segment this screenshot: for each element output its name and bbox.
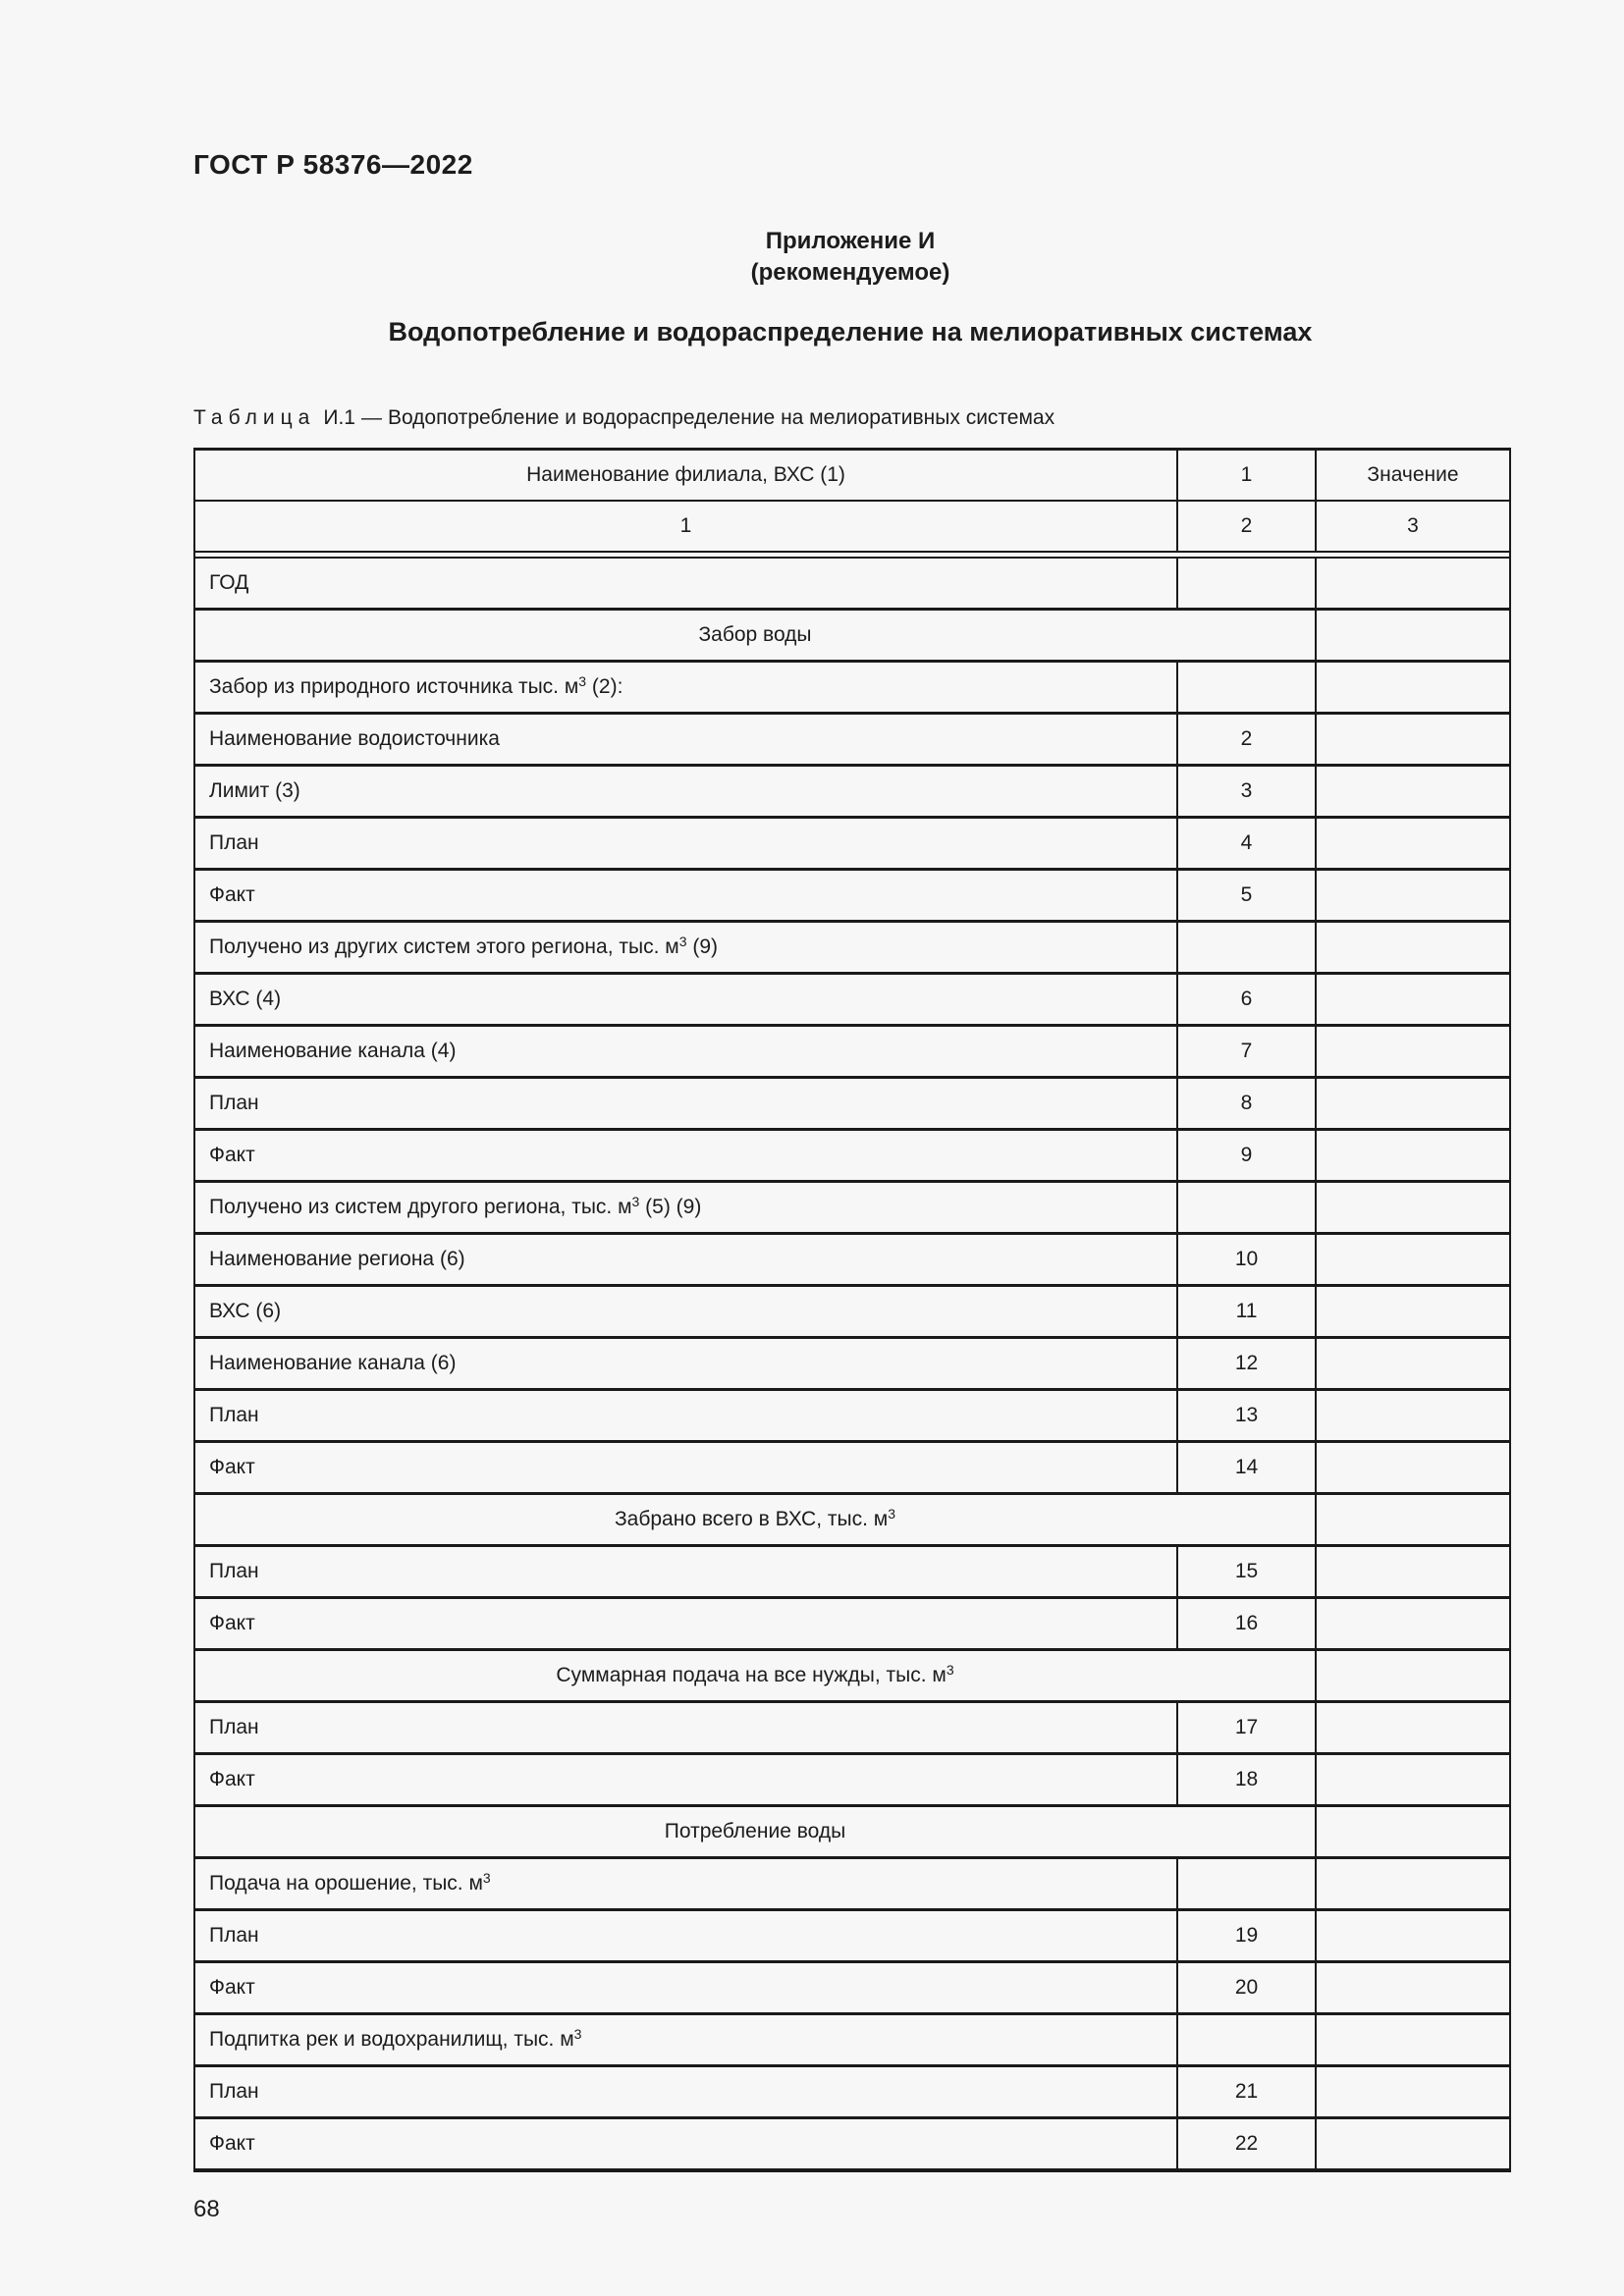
row-number-cell [1176, 2012, 1315, 2064]
row-number-cell [1176, 660, 1315, 712]
row-label-cell [195, 1440, 1176, 1492]
row-number-cell: 18 [1176, 1752, 1315, 1804]
row-label: Забор воды [698, 623, 812, 646]
row-label-cell [195, 972, 1176, 1024]
table-row [195, 1960, 1509, 2012]
row-number-cell: 3 [1176, 764, 1315, 816]
row-number-cell: 5 [1176, 868, 1315, 920]
table-row [195, 2116, 1509, 2168]
row-label-cell [195, 1804, 1315, 1856]
row-label-cell [195, 2116, 1176, 2168]
table-row [195, 1076, 1509, 1128]
section-row [195, 1648, 1509, 1700]
row-value-cell [1315, 1648, 1509, 1700]
row-value-cell [1315, 1076, 1509, 1128]
row-value-cell [1315, 1388, 1509, 1440]
row-label: Факт [209, 1144, 255, 1166]
row-label: Получено из других систем этого региона, тыс. м [209, 935, 679, 958]
row-number-cell: 22 [1176, 2116, 1315, 2168]
table-row [195, 660, 1509, 712]
row-value-cell [1315, 608, 1509, 660]
row-label: План [209, 831, 259, 854]
row-label-cell [195, 1544, 1176, 1596]
table-caption-number: И.1 [323, 406, 355, 429]
row-label: План [209, 1716, 259, 1738]
table-row [195, 816, 1509, 868]
row-label-superscript: 3 [888, 1506, 895, 1522]
row-number-cell: 11 [1176, 1284, 1315, 1336]
table-head [195, 451, 1509, 557]
table-row [195, 1908, 1509, 1960]
row-label-cell [195, 1648, 1315, 1700]
row-label: Забор из природного источника тыс. м [209, 675, 579, 698]
table-row [195, 1440, 1509, 1492]
row-label-tail: (9) [686, 935, 718, 958]
row-label-superscript: 3 [631, 1194, 640, 1209]
row-number-cell [1176, 1180, 1315, 1232]
table-colnum-row [195, 500, 1509, 551]
row-value-cell [1315, 972, 1509, 1024]
row-label-cell [195, 1700, 1176, 1752]
row-label: Наименование канала (4) [209, 1040, 457, 1062]
colnum-cell-2: 2 [1176, 500, 1315, 551]
row-value-cell [1315, 1596, 1509, 1648]
row-number-cell: 17 [1176, 1700, 1315, 1752]
row-number-cell: 9 [1176, 1128, 1315, 1180]
row-label-cell [195, 1076, 1176, 1128]
row-label: Наименование канала (6) [209, 1352, 457, 1374]
row-label-superscript: 3 [946, 1662, 954, 1678]
row-label-cell [195, 712, 1176, 764]
row-number-cell: 4 [1176, 816, 1315, 868]
row-number-cell: 12 [1176, 1336, 1315, 1388]
row-value-cell [1315, 557, 1509, 608]
row-label: Факт [209, 1976, 255, 1999]
row-value-cell [1315, 1024, 1509, 1076]
row-value-cell [1315, 1232, 1509, 1284]
table-row [195, 2012, 1509, 2064]
row-label-cell [195, 608, 1315, 660]
row-value-cell [1315, 1128, 1509, 1180]
row-label: Подача на орошение, тыс. м [209, 1872, 483, 1895]
row-value-cell [1315, 660, 1509, 712]
row-label-cell [195, 2012, 1176, 2064]
row-label-cell [195, 1180, 1176, 1232]
table-row [195, 1128, 1509, 1180]
table-row [195, 1596, 1509, 1648]
row-label: Лимит (3) [209, 779, 300, 802]
row-value-cell [1315, 2064, 1509, 2116]
row-label: Наименование региона (6) [209, 1248, 465, 1270]
row-number-cell: 21 [1176, 2064, 1315, 2116]
row-label-cell [195, 1960, 1176, 2012]
row-label-cell [195, 1492, 1315, 1544]
appendix-kind: (рекомендуемое) [750, 259, 950, 286]
row-label: Суммарная подача на все нужды, тыс. м [556, 1664, 947, 1686]
table-row [195, 712, 1509, 764]
section-row [195, 1804, 1509, 1856]
row-number-cell: 20 [1176, 1960, 1315, 2012]
table-row [195, 920, 1509, 972]
row-label: План [209, 1924, 259, 1947]
row-value-cell [1315, 1284, 1509, 1336]
row-label-cell [195, 1856, 1176, 1908]
row-label: Факт [209, 2132, 255, 2155]
row-label-superscript: 3 [482, 1870, 491, 1886]
row-label: Наименование водоисточника [209, 727, 500, 750]
table-row [195, 1544, 1509, 1596]
table-row [195, 1388, 1509, 1440]
row-label-tail: (5) (9) [639, 1196, 702, 1218]
row-label-cell [195, 660, 1176, 712]
row-number-cell [1176, 920, 1315, 972]
colnum-cell-1: 1 [195, 500, 1176, 551]
row-number-cell: 14 [1176, 1440, 1315, 1492]
row-label-cell [195, 1752, 1176, 1804]
row-value-cell [1315, 1492, 1509, 1544]
table-caption-label: Таблица [193, 406, 316, 429]
row-label-cell [195, 1908, 1176, 1960]
section-row [195, 1492, 1509, 1544]
table-header-row [195, 451, 1509, 500]
table-row [195, 972, 1509, 1024]
table-body [195, 557, 1509, 2168]
row-label: Факт [209, 1612, 255, 1634]
row-label-superscript: 3 [573, 2026, 582, 2042]
row-value-cell [1315, 2116, 1509, 2168]
row-label: ВХС (4) [209, 988, 282, 1010]
row-label-cell [195, 1596, 1176, 1648]
row-value-cell [1315, 1544, 1509, 1596]
table-row [195, 868, 1509, 920]
table-caption [193, 405, 1624, 430]
row-number-cell: 6 [1176, 972, 1315, 1024]
table-row [195, 1180, 1509, 1232]
row-value-cell [1315, 1440, 1509, 1492]
row-label: План [209, 1404, 259, 1426]
row-label-cell [195, 2064, 1176, 2116]
row-value-cell [1315, 868, 1509, 920]
row-label-cell [195, 1388, 1176, 1440]
row-label-cell [195, 816, 1176, 868]
row-number-cell [1176, 557, 1315, 608]
header-cell-name: Наименование филиала, ВХС (1) [526, 463, 845, 486]
row-label-cell [195, 868, 1176, 920]
row-number-cell: 15 [1176, 1544, 1315, 1596]
row-label-cell [195, 1284, 1176, 1336]
table-row [195, 1336, 1509, 1388]
table-row [195, 1856, 1509, 1908]
row-label: Факт [209, 1768, 255, 1790]
table-row [195, 764, 1509, 816]
row-value-cell [1315, 920, 1509, 972]
row-label-cell [195, 1024, 1176, 1076]
row-label: Потребление воды [664, 1820, 846, 1842]
colnum-cell-3: 3 [1315, 500, 1509, 551]
header-cell-value: Значение [1315, 451, 1509, 500]
row-value-cell [1315, 1180, 1509, 1232]
section-row [195, 608, 1509, 660]
doc-code: ГОСТ Р 58376—2022 [193, 149, 473, 180]
appendix-label: Приложение И [765, 228, 936, 254]
table-caption-text: Водопотребление и водораспределение на мелиоративных системах [387, 406, 1056, 429]
row-label-superscript: 3 [578, 673, 587, 689]
row-label: План [209, 1560, 259, 1582]
row-label: План [209, 1092, 259, 1114]
row-value-cell [1315, 1960, 1509, 2012]
row-number-cell: 8 [1176, 1076, 1315, 1128]
row-label: Забрано всего в ВХС, тыс. м [614, 1508, 889, 1530]
header-cell-col1: 1 [1176, 451, 1315, 500]
table-row [195, 1284, 1509, 1336]
row-label-cell [195, 764, 1176, 816]
row-value-cell [1315, 1908, 1509, 1960]
row-label: ГОД [209, 571, 249, 594]
row-label-superscript: 3 [678, 934, 687, 949]
row-number-cell: 13 [1176, 1388, 1315, 1440]
row-label-cell [195, 1232, 1176, 1284]
row-label: Подпитка рек и водохранилищ, тыс. м [209, 2028, 574, 2051]
row-value-cell [1315, 816, 1509, 868]
row-label-cell [195, 920, 1176, 972]
appendix-block [193, 226, 1507, 289]
table-row [195, 557, 1509, 608]
row-label-cell [195, 557, 1176, 608]
table-i1 [193, 448, 1511, 2172]
row-value-cell [1315, 764, 1509, 816]
row-label-cell [195, 1336, 1176, 1388]
table-row [195, 1232, 1509, 1284]
row-number-cell: 19 [1176, 1908, 1315, 1960]
row-value-cell [1315, 1804, 1509, 1856]
page-number: 68 [193, 2196, 220, 2222]
row-value-cell [1315, 1752, 1509, 1804]
row-label: План [209, 2080, 259, 2103]
row-value-cell [1315, 1700, 1509, 1752]
table-row [195, 1024, 1509, 1076]
row-value-cell [1315, 1336, 1509, 1388]
table-row [195, 1752, 1509, 1804]
row-label: Факт [209, 883, 255, 906]
row-label: Факт [209, 1456, 255, 1478]
row-value-cell [1315, 712, 1509, 764]
row-number-cell: 2 [1176, 712, 1315, 764]
row-number-cell: 7 [1176, 1024, 1315, 1076]
row-number-cell: 16 [1176, 1596, 1315, 1648]
table-row [195, 2064, 1509, 2116]
table-caption-dash: — [360, 406, 382, 429]
row-number-cell: 10 [1176, 1232, 1315, 1284]
row-label: ВХС (6) [209, 1300, 282, 1322]
row-value-cell [1315, 2012, 1509, 2064]
row-value-cell [1315, 1856, 1509, 1908]
page-title: Водопотребление и водораспределение на мелиоративных системах [388, 317, 1313, 347]
table-row [195, 1700, 1509, 1752]
row-number-cell [1176, 1856, 1315, 1908]
row-label-cell [195, 1128, 1176, 1180]
row-label-tail: (2): [586, 675, 623, 698]
row-label: Получено из систем другого региона, тыс. м [209, 1196, 632, 1218]
